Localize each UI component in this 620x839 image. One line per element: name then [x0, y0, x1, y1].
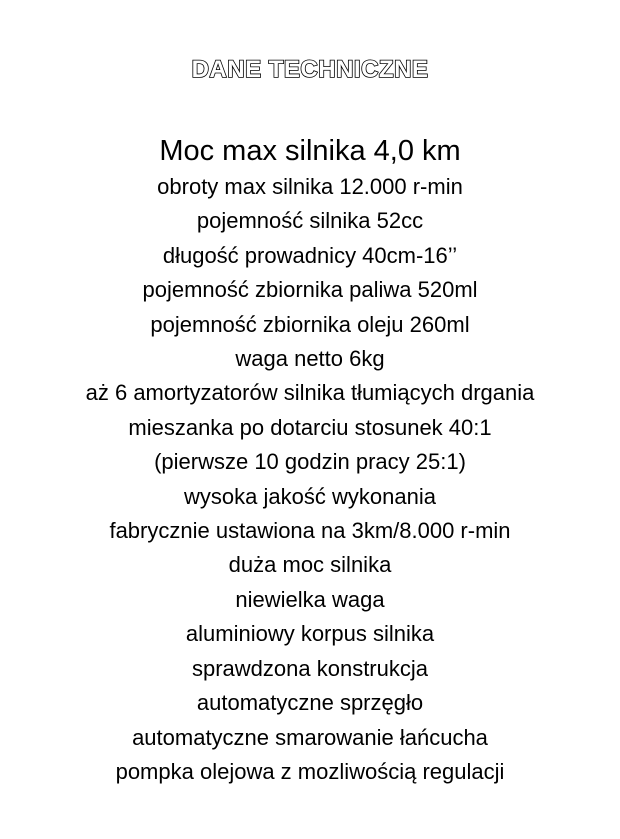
- spec-item: obroty max silnika 12.000 r-min: [157, 174, 463, 199]
- spec-item: pojemność zbiornika oleju 260ml: [150, 311, 470, 337]
- spec-item: waga netto 6kg: [235, 346, 385, 372]
- spec-item: aż 6 amortyzatorów silnika tłumiących drgania: [85, 380, 535, 406]
- spec-item: automatyczne sprzęgło: [196, 690, 424, 716]
- engine-power-heading: Moc max silnika 4,0 km: [159, 135, 461, 167]
- spec-item: pompka olejowa z mozliwością regulacji: [115, 758, 505, 784]
- spec-list: [0, 170, 620, 789]
- spec-item: (pierwsze 10 godzin pracy 25:1): [154, 449, 466, 475]
- page-title: DANE TECHNICZNE: [191, 56, 429, 83]
- spec-item: wysoka jakość wykonania: [184, 483, 436, 509]
- spec-item: sprawdzona konstrukcja: [191, 655, 428, 681]
- spec-item: mieszanka po dotarciu stosunek 40:1: [128, 414, 492, 440]
- spec-item: długość prowadnicy 40cm-16’’: [162, 242, 458, 268]
- spec-item: pojemność zbiornika paliwa 520ml: [142, 277, 478, 303]
- spec-item: aluminiowy korpus silnika: [185, 621, 435, 647]
- spec-item: niewielka waga: [235, 586, 385, 612]
- spec-item: automatyczne smarowanie łańcucha: [132, 724, 488, 750]
- spec-item: pojemność silnika 52cc: [196, 208, 424, 234]
- spec-item: fabrycznie ustawiona na 3km/8.000 r-min: [109, 518, 511, 544]
- spec-item: duża moc silnika: [228, 552, 392, 578]
